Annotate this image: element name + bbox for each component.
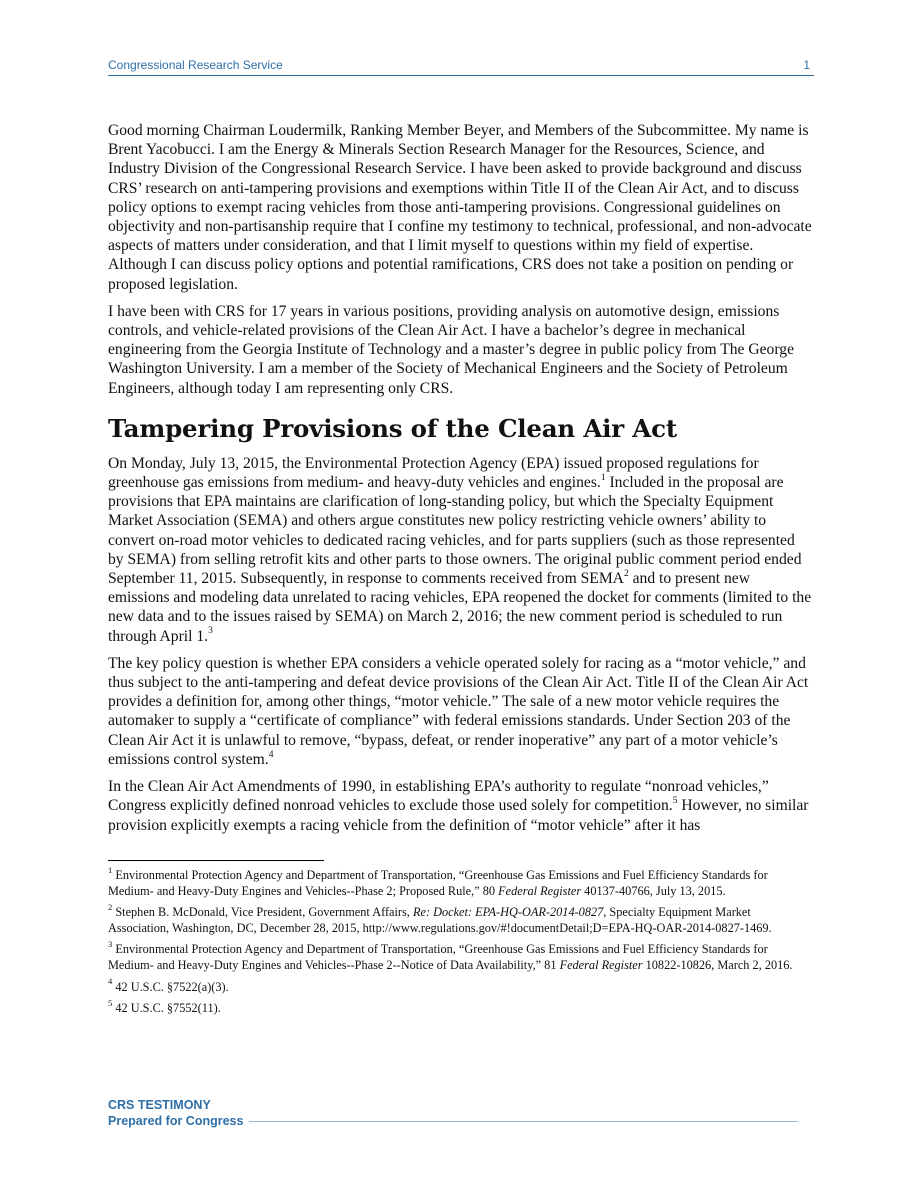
footnote-number: 5 [108, 998, 113, 1009]
intro-paragraph-1: Good morning Chairman Loudermilk, Ranking Member Beyer, and Members of the Subcommittee. My name is Brent Yacobucci. I am the Energy & Minerals Section Research Manager for the Resources, Science, and Industry Division of the Congressional Research Service. I have been asked to provide background and discuss CRS’ research on anti-tampering provisions and exemptions within Title II of the Clean Air Act, and to discuss policy options to exempt racing vehicles from those anti-tampering provisions. Congressional guidelines on objectivity and non-partisanship require that I confine my testimony to technical, professional, and non-advocate aspects of matters under consideration, and that I limit myself to questions within my field of expertise. Although I can discuss policy options and potential ramifications, CRS does not take a position on pending or proposed legislation. [108, 122, 812, 293]
paragraph-text: However, no similar provision explicitly exempts a racing vehicle from the definition of “motor vehicle” after it has [108, 797, 809, 834]
paragraph-text: Included in the proposal are provisions that EPA maintains are clarification of long-standing policy, but which the Specialty Equipment Market Association (SEMA) and others argue constitutes new policy restricting vehicle owners’ ability to convert on-road motor vehicles to dedicated racing vehicles, and for parts suppliers (such as those represented by SEMA) from selling retrofit kits and other parts to those owners. The original public comment period ended September 11, 2015. Subsequently, in response to comments received from SEMA [108, 474, 802, 588]
paragraph-text: In the Clean Air Act Amendments of 1990, in establishing EPA’s authority to regulate “nonroad vehicles,” Congress explicitly defined nonroad vehicles to exclude those used solely for competition. [108, 778, 769, 815]
footnote-text: 10822-10826, March 2, 2016. [642, 957, 793, 972]
footnote-text: 40137-40766, July 13, 2015. [581, 883, 726, 898]
footnote-italic: Federal Register [559, 957, 643, 972]
footer-divider [249, 1121, 798, 1122]
section-paragraph-2 [108, 654, 814, 769]
footnote-text: 42 U.S.C. §7552(11). [112, 1001, 221, 1016]
body-text [108, 121, 814, 843]
footnote-4 [108, 976, 814, 996]
footer-title: CRS TESTIMONY [108, 1098, 211, 1112]
footnote-number: 1 [108, 864, 113, 875]
footnote-ref-3[interactable]: 3 [208, 626, 213, 637]
footnote-3 [108, 939, 814, 973]
intro-paragraph-2: I have been with CRS for 17 years in various positions, providing analysis on automotive design, emissions controls, and vehicle-related provisions of the Clean Air Act. I have a bachelor’s degree in mechanical engineering from the Georgia Institute of Technology and a master’s degree in public policy from The George Washington University. I am a member of the Society of Mechanical Engineers and the Society of Petroleum Engineers, although today I am representing only CRS. [108, 302, 794, 397]
footnote-text: Stephen B. McDonald, Vice President, Government Affairs, [112, 905, 413, 920]
footer-subtitle-row [108, 1113, 798, 1129]
section-paragraph-3 [108, 777, 814, 835]
section-paragraph-1 [108, 454, 814, 646]
footnote-1 [108, 864, 814, 899]
paragraph-text: and to present new emissions and modeling data unrelated to racing vehicles, EPA reopened the docket for comments (limited to the new data and to the issues raised by SEMA) on March 2, 2016; the new comment period is scheduled to run through April 1. [108, 570, 812, 645]
footnotes [108, 864, 814, 1023]
footnote-text: Environmental Protection Agency and Department of Transportation, “Greenhouse Gas Emissions and Fuel Efficiency Standards for Medium- and Heavy-Duty Engines and Vehicles--Phase 2; Proposed Rule,” 80 [108, 868, 768, 898]
page-footer [108, 1097, 798, 1131]
footnote-ref-1[interactable]: 1 [600, 472, 606, 483]
footnote-2 [108, 902, 814, 936]
footnote-text: Environmental Protection Agency and Department of Transportation, “Greenhouse Gas Emissions and Fuel Efficiency Standards for Medium- and Heavy-Duty Engines and Vehicles--Phase 2--Notice of Data Availability,” 81 [108, 942, 768, 972]
footer-subtitle: Prepared for Congress [108, 1114, 244, 1128]
footnote-italic: Re: Docket: EPA-HQ-OAR-2014-0827 [412, 905, 604, 920]
footnote-5 [108, 998, 814, 1017]
footnote-ref-2[interactable]: 2 [623, 568, 629, 579]
footnote-number: 3 [108, 939, 113, 950]
footnote-text: , Specialty Equipment Market Association, Washington, DC, December 28, 2015, http://www.regulations.gov/#!documentDetail;D=EPA-HQ-OAR-2014-0827-1469. [108, 905, 772, 935]
footnote-divider [108, 860, 324, 861]
page-header [108, 58, 814, 76]
footnote-text: 42 U.S.C. §7522(a)(3). [112, 979, 229, 994]
footnote-number: 2 [108, 902, 113, 913]
paragraph-text: The key policy question is whether EPA considers a vehicle operated solely for racing as a “motor vehicle,” and thus subject to the anti-tampering and defeat device provisions of the Clean Air Act. Title II of the Clean Air Act provides a definition for, among other things, “motor vehicle.” The sale of a new motor vehicle requires the automaker to supply a “certificate of compliance” with federal emissions standards. Under Section 203 of the Clean Air Act it is unlawful to remove, “bypass, defeat, or render inoperative” any part of a motor vehicle’s emissions control system. [108, 654, 809, 768]
footnote-italic: Federal Register [498, 883, 582, 898]
footnote-ref-5[interactable]: 5 [672, 796, 678, 807]
footnote-ref-4[interactable]: 4 [268, 749, 274, 760]
header-page-number: 1 [803, 58, 810, 72]
paragraph-text: On Monday, July 13, 2015, the Environmental Protection Agency (EPA) issued proposed regulations for greenhouse gas emissions from medium- and heavy-duty vehicles and engines. [108, 454, 759, 492]
header-org-name: Congressional Research Service [108, 58, 283, 72]
footnote-number: 4 [108, 976, 113, 987]
section-heading: Tampering Provisions of the Clean Air Act [108, 413, 677, 443]
